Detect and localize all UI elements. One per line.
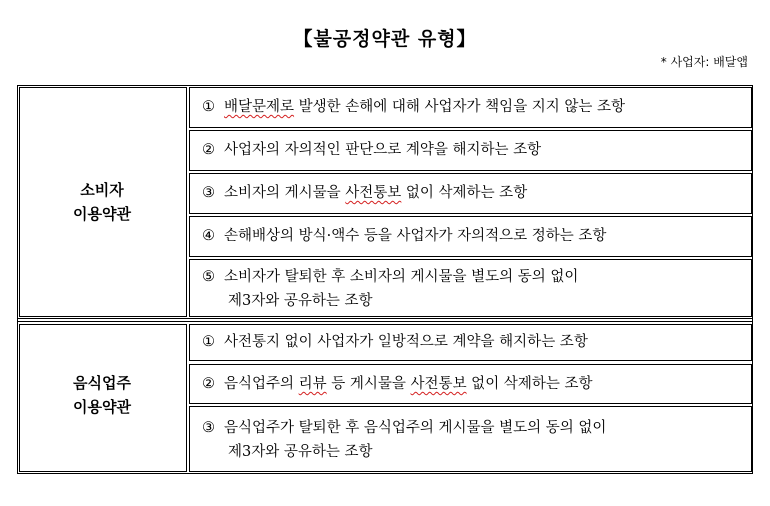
group-divider: [17, 321, 753, 322]
item-text: 없이 삭제하는 조항: [401, 185, 528, 201]
list-item: [189, 130, 752, 171]
item-number: ①: [202, 99, 215, 115]
item-text-continuation: 제3자와 공유하는 조항: [228, 293, 373, 309]
item-number: ③: [202, 185, 215, 201]
item-text: 배달문제로 발생한 손해에 대해 사업자가 책임을 지지 않는 조항: [224, 99, 626, 115]
group-label-restaurant: [17, 371, 187, 419]
item-text: 손해배상의 방식·액수 등을 사업자가 자의적으로 정하는 조항: [224, 228, 607, 244]
group-label-line: 이용약관: [73, 205, 131, 223]
item-text-continuation: 제3자와 공유하는 조항: [228, 444, 373, 460]
list-item: [189, 406, 752, 472]
list-item: [189, 87, 752, 128]
list-item: [189, 216, 752, 257]
item-text-underlined: 리뷰: [298, 376, 327, 392]
page-title: 【불공정약관 유형】: [293, 28, 477, 50]
item-number: ①: [202, 334, 215, 350]
item-number: ②: [202, 376, 215, 392]
item-text-underlined: 사전통보: [410, 376, 467, 392]
list-item: [189, 364, 752, 404]
item-number: ⑤: [202, 269, 215, 285]
list-item: [189, 259, 752, 317]
item-text: 등 게시물을: [326, 376, 411, 392]
item-text: 사업자의 자의적인 판단으로 계약을 해지하는 조항: [224, 142, 542, 158]
item-text: 소비자의 게시물을: [224, 185, 346, 201]
item-text: 음식업주의: [224, 376, 299, 392]
group-label-line: 소비자: [80, 181, 124, 199]
group-label-line: 음식업주: [73, 374, 131, 392]
list-item: [189, 173, 752, 214]
list-item: [189, 324, 752, 361]
item-number: ④: [202, 228, 215, 244]
item-text: 없이 삭제하는 조항: [466, 376, 593, 392]
item-number: ②: [202, 142, 215, 158]
item-text: 사전통지 없이 사업자가 일방적으로 계약을 해지하는 조항: [224, 334, 588, 350]
group-label-line: 이용약관: [73, 398, 131, 416]
item-text: 음식업주가 탈퇴한 후 음식업주의 게시물을 별도의 동의 없이: [224, 420, 607, 436]
footnote: * 사업자: 배달앱: [660, 55, 748, 69]
group-label-consumer: [17, 178, 187, 226]
group-divider: [17, 318, 753, 319]
item-text: 배달문제로: [224, 99, 295, 115]
item-text: 소비자가 탈퇴한 후 소비자의 게시물을 별도의 동의 없이: [224, 269, 579, 285]
item-text-underlined: 사전통보: [345, 185, 402, 201]
item-number: ③: [202, 420, 215, 436]
